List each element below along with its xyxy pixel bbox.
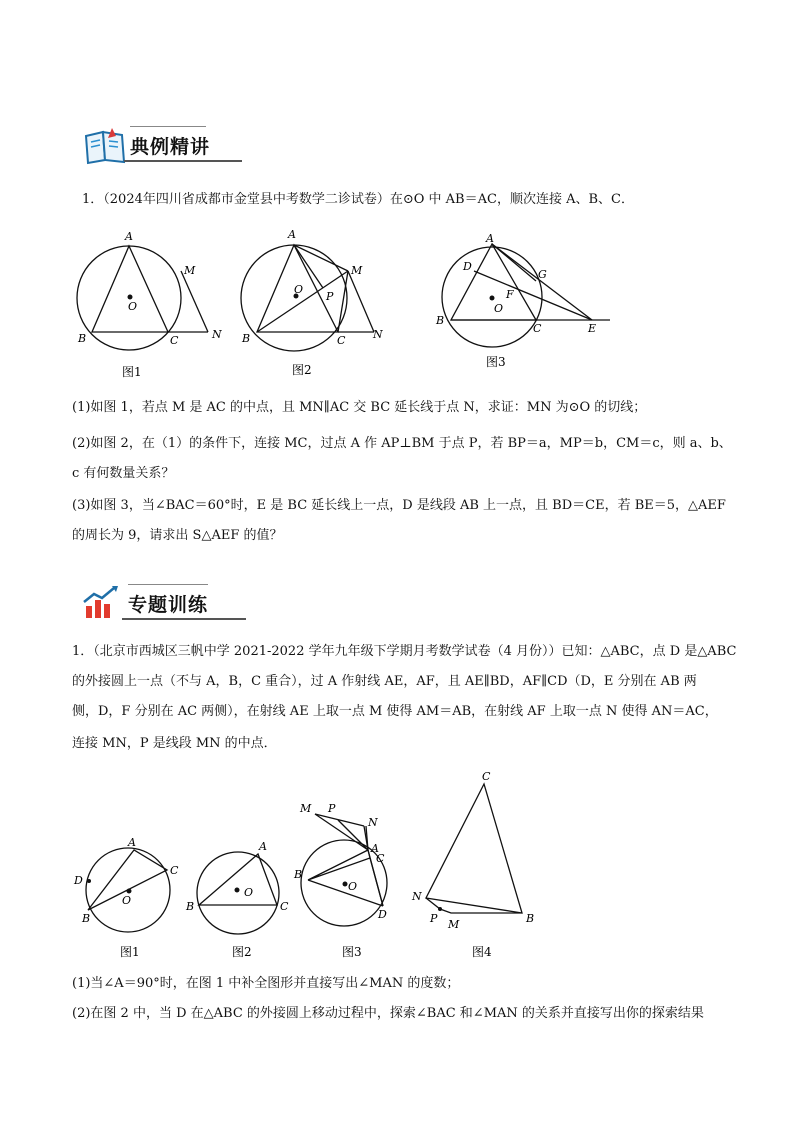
svg-text:A: A xyxy=(125,230,133,243)
section-banner-examples xyxy=(82,124,242,168)
fig2-caption: 图2 xyxy=(292,363,312,377)
svg-text:M: M xyxy=(184,264,196,277)
training-question-2: (2)在图 2 中，当 D 在△ABC 的外接圆上移动过程中，探索∠BAC 和∠MAN 的关系并直接写出你的探索结果 xyxy=(72,1006,704,1021)
banner-overline xyxy=(128,584,208,585)
svg-text:B: B xyxy=(526,912,535,925)
svg-text:C: C xyxy=(482,770,491,783)
train-fig1-caption: 图1 xyxy=(120,945,140,959)
svg-text:C: C xyxy=(170,334,179,347)
banner-underline xyxy=(124,160,242,162)
question-2-line2: c 有何数量关系？ xyxy=(72,466,175,481)
banner-underline xyxy=(122,618,246,620)
svg-text:M: M xyxy=(448,918,460,931)
train-figure-1 xyxy=(73,836,179,932)
question-2-line1: (2)如图 2，在（1）的条件下，连接 MC，过点 A 作 AP⊥BM 于点 P，若 BP＝a，MP＝b，CM＝c，则 a、b、 xyxy=(72,436,732,451)
svg-text:O: O xyxy=(122,894,132,907)
train-figure-3 xyxy=(293,802,387,926)
training-line-3: 侧，D，F 分别在 AC 两侧），在射线 AE 上取一点 M 使得 AM＝AB，在射线 AF 上取一点 N 使得 AN＝AC， xyxy=(72,704,718,719)
train-fig2-caption: 图2 xyxy=(232,945,252,959)
svg-text:O: O xyxy=(128,300,138,313)
svg-text:E: E xyxy=(588,322,597,335)
svg-text:A: A xyxy=(128,836,136,849)
svg-text:O: O xyxy=(244,886,254,899)
book-icon xyxy=(82,126,128,166)
question-1: (1)如图 1，若点 M 是 AC 的中点，且 MN∥AC 交 BC 延长线于点 N，求证：MN 为⊙O 的切线； xyxy=(72,400,647,415)
question-3-line2: 的周长为 9，请求出 S△AEF 的值？ xyxy=(72,528,283,543)
svg-text:B: B xyxy=(294,868,303,881)
svg-text:M: M xyxy=(351,264,363,277)
svg-text:B: B xyxy=(242,332,251,345)
train-fig3-caption: 图3 xyxy=(342,945,362,959)
example-intro: 1．（2024年四川省成都市金堂县中考数学二诊试卷）在⊙O 中 AB＝AC，顺次连接 A、B、C． xyxy=(82,192,634,207)
svg-text:C: C xyxy=(376,852,385,865)
svg-text:C: C xyxy=(533,322,542,335)
svg-text:A: A xyxy=(259,840,267,853)
figure-2 xyxy=(241,228,383,351)
train-fig4-caption: 图4 xyxy=(472,945,492,959)
train-figure-2 xyxy=(185,840,289,934)
svg-text:A: A xyxy=(371,842,379,855)
svg-text:C: C xyxy=(280,900,289,913)
figure-1 xyxy=(77,230,222,350)
svg-text:N: N xyxy=(412,890,422,903)
example-figures xyxy=(70,224,630,384)
svg-text:O: O xyxy=(348,880,358,893)
training-line-2: 的外接圆上一点（不与 A，B，C 重合），过 A 作射线 AE，AF，且 AE∥BD，AF∥CD（D，E 分别在 AB 两 xyxy=(72,674,697,689)
svg-text:P: P xyxy=(430,912,438,925)
section-title: 专题训练 xyxy=(128,594,209,616)
svg-text:N: N xyxy=(368,816,378,829)
svg-text:A: A xyxy=(288,228,296,241)
svg-text:P: P xyxy=(328,802,336,815)
svg-text:N: N xyxy=(212,328,222,341)
training-question-1: (1)当∠A＝90°时，在图 1 中补全图形并直接写出∠MAN 的度数； xyxy=(72,976,460,991)
training-figures xyxy=(70,766,670,966)
svg-text:M: M xyxy=(300,802,312,815)
svg-text:B: B xyxy=(436,314,445,327)
svg-text:B: B xyxy=(82,912,91,925)
svg-text:B: B xyxy=(186,900,195,913)
svg-text:A: A xyxy=(486,232,494,245)
svg-text:G: G xyxy=(538,268,547,281)
train-figure-4 xyxy=(411,770,534,931)
svg-text:C: C xyxy=(170,864,179,877)
svg-text:C: C xyxy=(337,334,346,347)
figure-3 xyxy=(435,232,610,347)
question-3-line1: (3)如图 3，当∠BAC＝60°时，E 是 BC 延长线上一点，D 是线段 AB 上一点，且 BD＝CE，若 BE＝5，△AEF xyxy=(72,498,726,513)
svg-text:P: P xyxy=(326,290,334,303)
svg-text:O: O xyxy=(294,283,304,296)
svg-text:D: D xyxy=(463,260,472,273)
training-line-4: 连接 MN，P 是线段 MN 的中点． xyxy=(72,736,277,751)
svg-text:D: D xyxy=(74,874,83,887)
svg-text:D: D xyxy=(378,908,387,921)
bar-chart-icon xyxy=(82,584,122,620)
svg-text:O: O xyxy=(494,302,504,315)
training-line-1: 1．（北京市西城区三帆中学 2021-2022 学年九年级下学期月考数学试卷（4 月份））已知：△ABC，点 D 是△ABC xyxy=(72,644,737,659)
svg-text:F: F xyxy=(506,288,514,301)
section-title: 典例精讲 xyxy=(130,136,211,158)
banner-overline xyxy=(130,126,206,127)
fig1-caption: 图1 xyxy=(122,365,142,379)
fig3-caption: 图3 xyxy=(486,355,506,369)
section-banner-training xyxy=(82,582,242,622)
svg-text:B: B xyxy=(78,332,87,345)
svg-text:N: N xyxy=(373,328,383,341)
